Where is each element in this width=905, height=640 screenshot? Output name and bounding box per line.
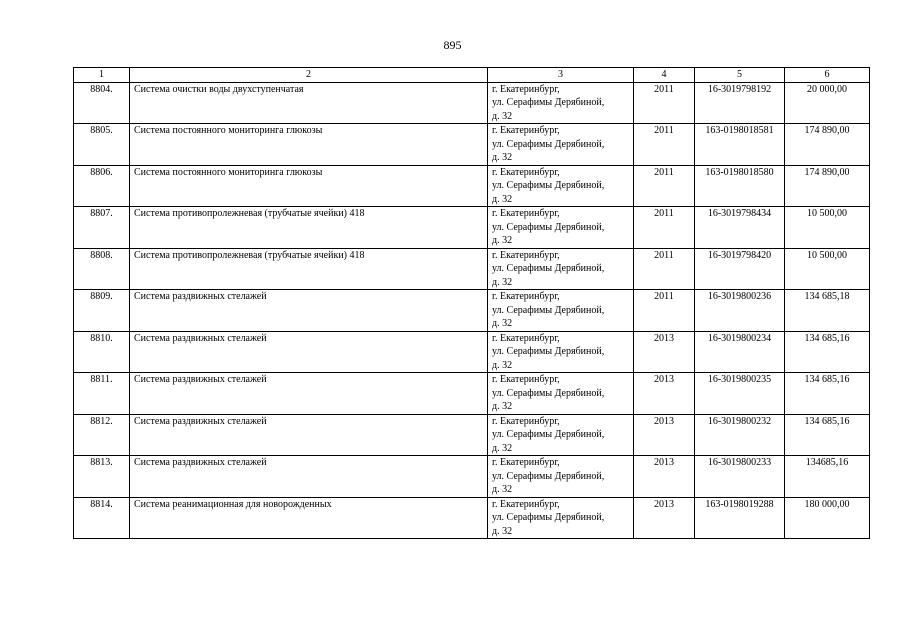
registry-table <box>73 67 870 539</box>
inventory-number-cell: 16-3019798434 <box>695 207 785 249</box>
row-number-cell: 8805. <box>74 124 130 166</box>
address-line: д. 32 <box>492 318 513 329</box>
address-line: д. 32 <box>492 276 513 288</box>
year-cell: 2011 <box>634 165 695 207</box>
address-cell <box>488 290 634 332</box>
inventory-number-cell: 16-3019800236 <box>695 290 785 332</box>
cost-cell: 20 000,00 <box>785 82 870 124</box>
year-cell: 2011 <box>634 82 695 124</box>
address-cell <box>488 456 634 498</box>
address-line: д. 32 <box>492 152 513 163</box>
cost-cell: 134 685,16 <box>785 331 870 373</box>
inventory-number-cell: 16-3019800232 <box>695 414 785 456</box>
cost-cell: 134 685,18 <box>785 290 870 332</box>
row-number-cell: 8804. <box>74 82 130 124</box>
table-row <box>74 456 870 498</box>
table-row <box>74 373 870 415</box>
inventory-number-cell: 16-3019800234 <box>695 331 785 373</box>
header-row <box>74 68 870 83</box>
address-cell <box>488 497 634 539</box>
inventory-number-cell: 16-3019798192 <box>695 82 785 124</box>
address-line: ул. Серафимы Дерябиной, <box>492 346 605 357</box>
address-line: ул. Серафимы Дерябиной, <box>492 429 605 440</box>
address-line: г. Екатеринбург, <box>492 83 560 95</box>
address-line: д. 32 <box>492 359 513 371</box>
cost-cell: 10 500,00 <box>785 248 870 290</box>
address-cell <box>488 414 634 456</box>
address-line: г. Екатеринбург, <box>492 374 560 385</box>
table-body <box>74 82 870 539</box>
address-line: ул. Серафимы Дерябиной, <box>492 304 605 316</box>
page-number: 895 <box>443 38 462 52</box>
address-line: ул. Серафимы Дерябиной, <box>492 263 605 274</box>
address-line: ул. Серафимы Дерябиной, <box>492 138 605 150</box>
inventory-number-cell: 163-0198018581 <box>695 124 785 166</box>
item-name-cell: Система раздвижных стелажей <box>130 373 488 415</box>
address-line: г. Екатеринбург, <box>492 208 560 219</box>
cost-cell: 180 000,00 <box>785 497 870 539</box>
table-row <box>74 497 870 539</box>
item-name-cell: Система раздвижных стелажей <box>130 290 488 332</box>
address-line: д. 32 <box>492 401 513 412</box>
table-row <box>74 82 870 124</box>
address-cell <box>488 331 634 373</box>
address-cell <box>488 165 634 207</box>
year-cell: 2011 <box>634 124 695 166</box>
inventory-number-cell: 16-3019798420 <box>695 248 785 290</box>
column-header-4: 4 <box>634 68 695 83</box>
inventory-number-cell: 16-3019800233 <box>695 456 785 498</box>
year-cell: 2011 <box>634 248 695 290</box>
table-row <box>74 124 870 166</box>
table-row <box>74 331 870 373</box>
cost-cell: 134 685,16 <box>785 414 870 456</box>
table-row <box>74 290 870 332</box>
address-cell <box>488 82 634 124</box>
row-number-cell: 8810. <box>74 331 130 373</box>
inventory-number-cell: 163-0198018580 <box>695 165 785 207</box>
item-name-cell: Система постоянного мониторинга глюкозы <box>130 124 488 166</box>
address-line: ул. Серафимы Дерябиной, <box>492 97 605 108</box>
row-number-cell: 8814. <box>74 497 130 539</box>
address-line: ул. Серафимы Дерябиной, <box>492 221 605 233</box>
column-header-6: 6 <box>785 68 870 83</box>
address-line: г. Екатеринбург, <box>492 249 560 261</box>
item-name-cell: Система раздвижных стелажей <box>130 414 488 456</box>
row-number-cell: 8806. <box>74 165 130 207</box>
year-cell: 2013 <box>634 373 695 415</box>
address-cell <box>488 207 634 249</box>
year-cell: 2011 <box>634 207 695 249</box>
address-line: д. 32 <box>492 525 513 537</box>
row-number-cell: 8809. <box>74 290 130 332</box>
item-name-cell: Система противопролежневая (трубчатые ячейки) 418 <box>130 207 488 249</box>
address-cell <box>488 373 634 415</box>
column-header-1: 1 <box>74 68 130 83</box>
row-number-cell: 8813. <box>74 456 130 498</box>
address-line: ул. Серафимы Дерябиной, <box>492 180 605 191</box>
address-cell <box>488 248 634 290</box>
cost-cell: 10 500,00 <box>785 207 870 249</box>
address-line: д. 32 <box>492 484 513 495</box>
cost-cell: 174 890,00 <box>785 165 870 207</box>
address-line: г. Екатеринбург, <box>492 125 560 136</box>
address-line: г. Екатеринбург, <box>492 332 560 344</box>
address-line: ул. Серафимы Дерябиной, <box>492 512 605 523</box>
address-line: ул. Серафимы Дерябиной, <box>492 470 605 482</box>
item-name-cell: Система раздвижных стелажей <box>130 331 488 373</box>
address-line: г. Екатеринбург, <box>492 498 560 510</box>
address-line: г. Екатеринбург, <box>492 457 560 468</box>
table-row <box>74 248 870 290</box>
address-line: г. Екатеринбург, <box>492 415 560 427</box>
address-line: ул. Серафимы Дерябиной, <box>492 387 605 399</box>
table-row <box>74 165 870 207</box>
item-name-cell: Система противопролежневая (трубчатые ячейки) 418 <box>130 248 488 290</box>
year-cell: 2013 <box>634 331 695 373</box>
column-header-2: 2 <box>130 68 488 83</box>
address-line: г. Екатеринбург, <box>492 291 560 302</box>
inventory-number-cell: 16-3019800235 <box>695 373 785 415</box>
item-name-cell: Система реанимационная для новорожденных <box>130 497 488 539</box>
row-number-cell: 8807. <box>74 207 130 249</box>
address-cell <box>488 124 634 166</box>
year-cell: 2013 <box>634 456 695 498</box>
address-line: г. Екатеринбург, <box>492 166 560 178</box>
year-cell: 2013 <box>634 497 695 539</box>
column-header-3: 3 <box>488 68 634 83</box>
year-cell: 2011 <box>634 290 695 332</box>
year-cell: 2013 <box>634 414 695 456</box>
cost-cell: 174 890,00 <box>785 124 870 166</box>
table-header <box>74 68 870 83</box>
address-line: д. 32 <box>492 193 513 205</box>
inventory-number-cell: 163-0198019288 <box>695 497 785 539</box>
address-line: д. 32 <box>492 235 513 246</box>
row-number-cell: 8808. <box>74 248 130 290</box>
table-row <box>74 414 870 456</box>
cost-cell: 134 685,16 <box>785 373 870 415</box>
item-name-cell: Система раздвижных стелажей <box>130 456 488 498</box>
address-line: д. 32 <box>492 110 513 122</box>
row-number-cell: 8811. <box>74 373 130 415</box>
item-name-cell: Система постоянного мониторинга глюкозы <box>130 165 488 207</box>
column-header-5: 5 <box>695 68 785 83</box>
address-line: д. 32 <box>492 442 513 454</box>
table-row <box>74 207 870 249</box>
row-number-cell: 8812. <box>74 414 130 456</box>
cost-cell: 134685,16 <box>785 456 870 498</box>
item-name-cell: Система очистки воды двухступенчатая <box>130 82 488 124</box>
